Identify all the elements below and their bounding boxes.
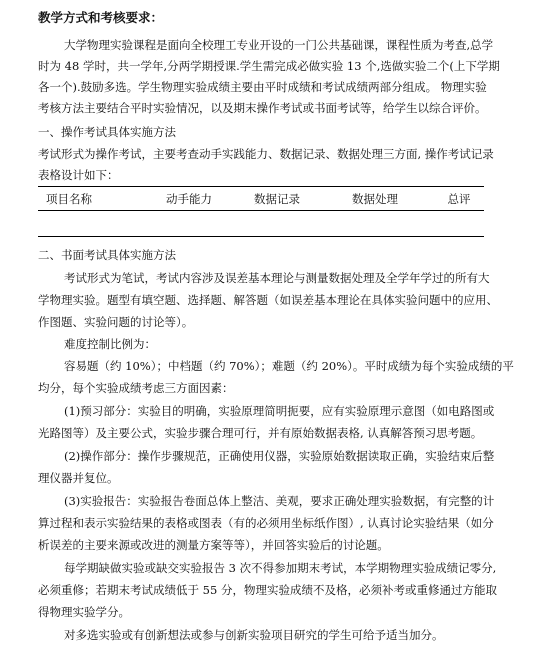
section2-text-1: 考试形式为笔试，考试内容涉及误差基本理论与测量数据处理及全学年学过的所有大 <box>64 271 490 285</box>
section1-text-2: 表格设计如下： <box>38 168 119 182</box>
rules-line-2: 必须重修；若期末考试成绩低于 55 分，物理实验成绩不及格，必须补考或重修通过方能取 <box>38 583 497 597</box>
intro-line-2: 时为 48 学时，共一学年,分两学期授课.学生需完成必做实验 13 个,选做实验二个(上下学期 <box>38 59 500 73</box>
section1-text-1: 考试形式为操作考试，主要考查动手实践能力、数据记录、数据处理三方面, 操作考试记录 <box>38 147 494 161</box>
rules-line-1: 每学期缺做实验或缺交实验报告 3 次不得参加期末考试，本学期物理实验成绩记零分, <box>64 561 497 575</box>
table-cell <box>38 211 140 237</box>
table-cell <box>316 211 434 237</box>
item-report-1: (3)实验报告：实验报告卷面总体上整洁、美观，要求正确处理实验数据，有完整的计 <box>64 494 495 508</box>
table-cell <box>434 211 484 237</box>
intro-line-1: 大学物理实验课程是面向全校理工专业开设的一门公共基础课，课程性质为考查,总学 <box>64 38 494 52</box>
table-cell <box>238 211 316 237</box>
item-preview-2: 光路图等）及主要公式，实验步骤合理可行，并有原始数据表格, 认真解答预习思考题。 <box>38 426 483 440</box>
section2-text-2: 学物理实验。题型有填空题、选择题、解答题（如误差基本理论在具体实验问题中的应用、 <box>38 293 498 307</box>
section2-heading: 二、书面考试具体实施方法 <box>38 248 176 262</box>
section1-heading: 一、操作考试具体实施方法 <box>38 125 176 139</box>
table-header-hands-on: 动手能力 <box>140 187 238 211</box>
item-operation-1: (2)操作部分：操作步骤规范，正确使用仪器，实验原始数据读取正确，实验结束后整 <box>64 449 495 463</box>
table-header-total: 总评 <box>434 187 484 211</box>
table-header-data-record: 数据记录 <box>238 187 316 211</box>
bonus-line: 对多选实验或有创新想法或参与创新实验项目研究的学生可给予适当加分。 <box>64 628 444 642</box>
item-report-3: 析误差的主要来源或改进的测量方案等等），并回答实验后的讨论题。 <box>38 538 389 552</box>
difficulty-label: 难度控制比例为： <box>64 337 156 351</box>
table-row <box>38 211 484 237</box>
table-cell <box>140 211 238 237</box>
item-preview-1: (1)预习部分：实验目的明确，实验原理简明扼要，应有实验原理示意图（如电路图或 <box>64 404 495 418</box>
document-title: 教学方式和考核要求： <box>38 10 164 25</box>
difficulty-line-2: 均分，每个实验成绩考虑三方面因素： <box>38 381 234 395</box>
table-header-data-process: 数据处理 <box>316 187 434 211</box>
item-operation-2: 理仪器并复位。 <box>38 471 119 485</box>
table-header-row <box>38 187 484 211</box>
section2-text-3: 作图题、实验问题的讨论等）。 <box>38 315 194 329</box>
table-header-item: 项目名称 <box>38 187 140 211</box>
difficulty-line-1: 容易题（约 10%）；中档题（约 70%）；难题（约 20%）。平时成绩为每个实验成绩的平 <box>64 359 514 373</box>
intro-line-4: 考核方法主要结合平时实验情况，以及期末操作考试或书面考试等，给学生以综合评价。 <box>38 101 487 115</box>
rules-line-3: 得物理实验学分。 <box>38 605 130 619</box>
item-report-2: 算过程和表示实验结果的表格或图表（有的必须用坐标纸作图）, 认真讨论实验结果（如分 <box>38 516 494 530</box>
intro-line-3: 各一个).鼓励多选。学生物理实验成绩主要由平时成绩和考试成绩两部分组成。 物理实验 <box>38 80 487 94</box>
exam-record-table <box>38 186 484 237</box>
